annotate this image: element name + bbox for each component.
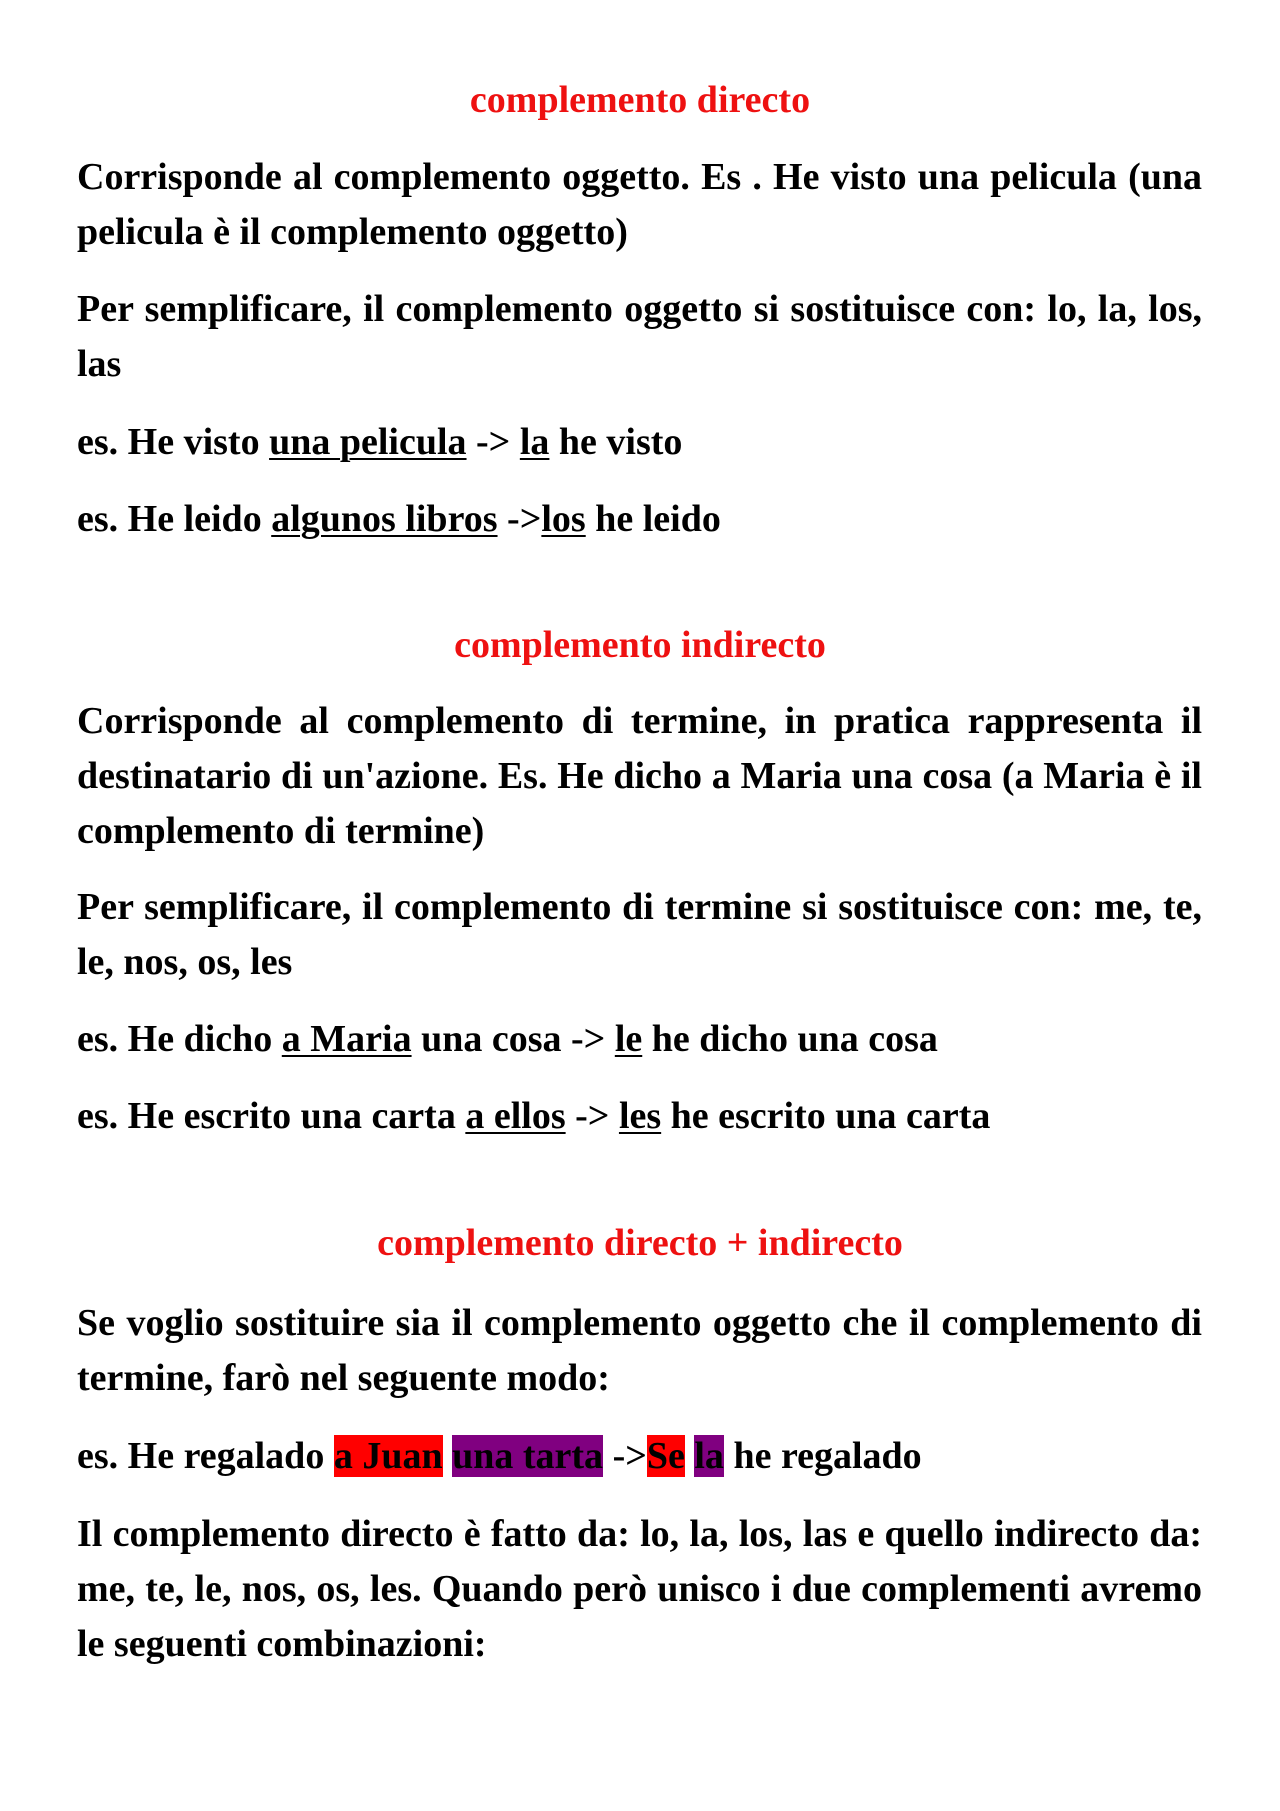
example-object-underlined: una pelicula — [269, 421, 467, 463]
example-combined — [77, 1434, 922, 1478]
paragraph-indirecto-definition: Corrisponde al complemento di termine, in pratica rappresenta il destinatario di un'azione. Es. He dicho a Maria una cosa (a Maria è il complemento di termine) — [77, 700, 1202, 852]
example-indirecto-1 — [77, 1017, 938, 1061]
example-text: es. He visto — [77, 421, 270, 463]
highlight-indirect-pronoun: Se — [646, 1435, 685, 1477]
highlight-indirect-object: a Juan — [333, 1435, 443, 1477]
heading-complemento-indirecto: complemento indirecto — [454, 624, 826, 666]
example-directo-2 — [77, 497, 721, 541]
example-indirecto-2 — [77, 1094, 990, 1138]
example-text: una cosa -> — [411, 1018, 615, 1060]
example-directo-1 — [77, 420, 682, 464]
example-text: he leido — [585, 498, 721, 540]
example-arrow: -> — [565, 1095, 619, 1137]
paragraph-combinations-note: Il complemento directo è fatto da: lo, la, los, las e quello indirecto da: me, te, le, nos, os, les. Quando però unisco i due complementi avremo le seguenti combinazioni: — [77, 1513, 1202, 1665]
paragraph-directo-definition: Corrisponde al complemento oggetto. Es . He visto una pelicula (una pelicula è il complemento oggetto) — [77, 156, 1202, 253]
example-text: es. He regalado — [77, 1435, 334, 1477]
example-pronoun-underlined: la — [519, 421, 550, 463]
example-object-underlined: a Maria — [281, 1018, 412, 1060]
example-text: es. He escrito una carta — [77, 1095, 466, 1137]
paragraph-combined-definition: Se voglio sostituire sia il complemento oggetto che il complemento di termine, farò nel seguente modo: — [77, 1302, 1202, 1399]
highlight-direct-pronoun: la — [694, 1435, 724, 1477]
example-text: he dicho una cosa — [642, 1018, 938, 1060]
example-object-underlined: algunos libros — [271, 498, 498, 540]
example-pronoun-underlined: les — [618, 1095, 662, 1137]
example-object-underlined: a ellos — [465, 1095, 566, 1137]
example-text: es. He dicho — [77, 1018, 282, 1060]
example-text: es. He leido — [77, 498, 272, 540]
example-arrow: -> — [466, 421, 520, 463]
paragraph-directo-simplify: Per semplificare, il complemento oggetto si sostituisce con: lo, la, los, las — [77, 288, 1202, 385]
example-arrow: -> — [603, 1435, 647, 1477]
paragraph-indirecto-simplify: Per semplificare, il complemento di termine si sostituisce con: me, te, le, nos, os, les — [77, 886, 1202, 983]
example-text: he escrito una carta — [661, 1095, 991, 1137]
example-text: he regalado — [723, 1435, 922, 1477]
heading-complemento-directo: complemento directo — [469, 79, 811, 121]
example-text: he visto — [549, 421, 683, 463]
example-arrow: -> — [497, 498, 542, 540]
example-pronoun-underlined: le — [614, 1018, 643, 1060]
example-pronoun-underlined: los — [541, 498, 586, 540]
highlight-direct-object: una tarta — [452, 1435, 604, 1477]
heading-complemento-directo-indirecto: complemento directo + indirecto — [377, 1222, 903, 1264]
